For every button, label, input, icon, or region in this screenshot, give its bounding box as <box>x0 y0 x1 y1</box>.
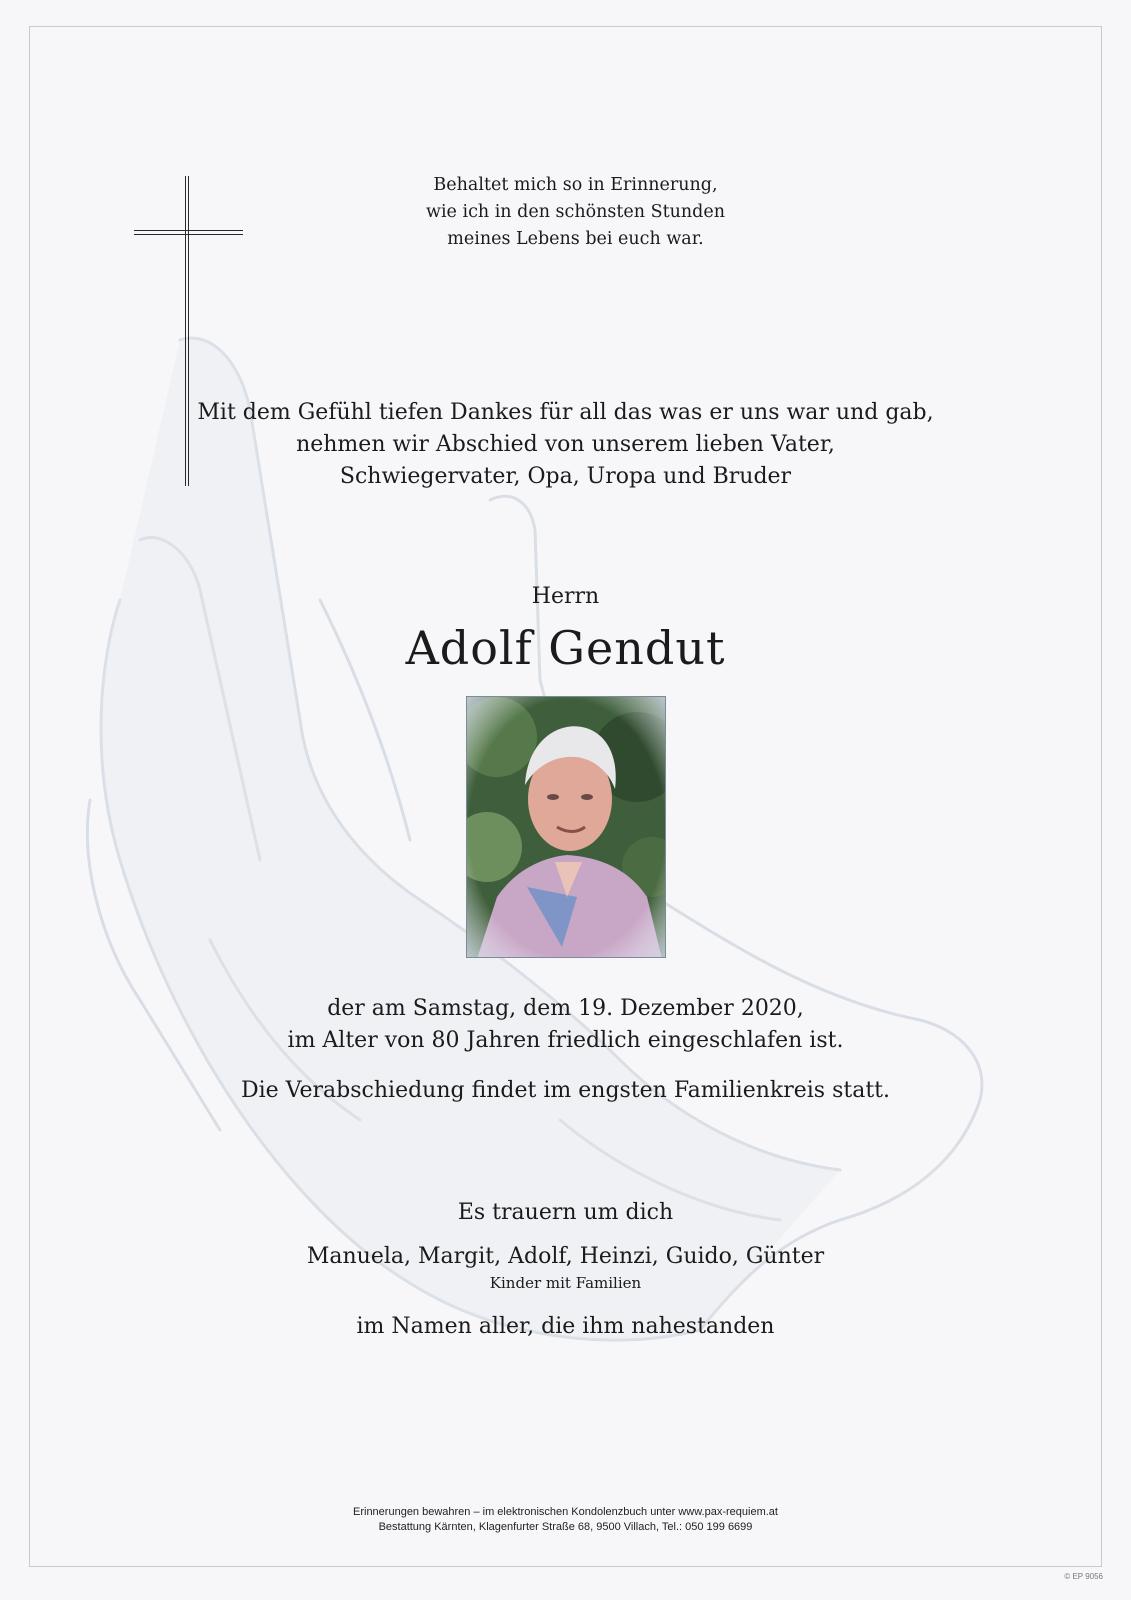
verse-line-1: Behaltet mich so in Erinnerung, <box>433 175 718 195</box>
footer-condolence-line: Erinnerungen bewahren – im elektronischen Kondolenzbuch unter www.pax-requiem.at <box>353 1506 778 1518</box>
farewell-statement <box>0 397 1131 493</box>
footer-address-line: Bestattung Kärnten, Klagenfurter Straße 68, 9500 Villach, Tel.: 050 199 6699 <box>378 1521 753 1533</box>
mourners-closing: im Namen aller, die ihm nahestanden <box>356 1314 775 1339</box>
ceremony-line: Die Verabschiedung findet im engsten Familienkreis statt. <box>240 1078 891 1103</box>
farewell-line-3: Schwiegervater, Opa, Uropa und Bruder <box>339 464 792 489</box>
deceased-name: Adolf Gendut <box>405 621 726 675</box>
memorial-verse <box>0 172 1131 253</box>
verse-line-2: wie ich in den schönsten Stunden <box>425 202 725 222</box>
mourners-intro: Es trauern um dich <box>457 1200 674 1225</box>
salutation: Herrn <box>531 584 600 609</box>
portrait-illustration <box>467 697 666 958</box>
mourners-relation: Kinder mit Familien <box>489 1274 642 1292</box>
farewell-line-2: nehmen wir Abschied von unserem lieben Vater, <box>296 432 835 457</box>
footer <box>0 1505 1131 1535</box>
template-code: © EP 9056 <box>1064 1572 1103 1581</box>
verse-line-3: meines Lebens bei euch war. <box>447 229 704 249</box>
death-age-line: im Alter von 80 Jahren friedlich eingeschlafen ist. <box>287 1028 844 1053</box>
farewell-line-1: Mit dem Gefühl tiefen Dankes für all das was er uns war und gab, <box>197 400 934 425</box>
portrait-photo <box>466 696 666 958</box>
death-details <box>0 993 1131 1107</box>
mourners-section <box>0 1198 1131 1342</box>
mourners-names: Manuela, Margit, Adolf, Heinzi, Guido, Günter <box>306 1244 825 1269</box>
death-date-line: der am Samstag, dem 19. Dezember 2020, <box>327 996 804 1021</box>
